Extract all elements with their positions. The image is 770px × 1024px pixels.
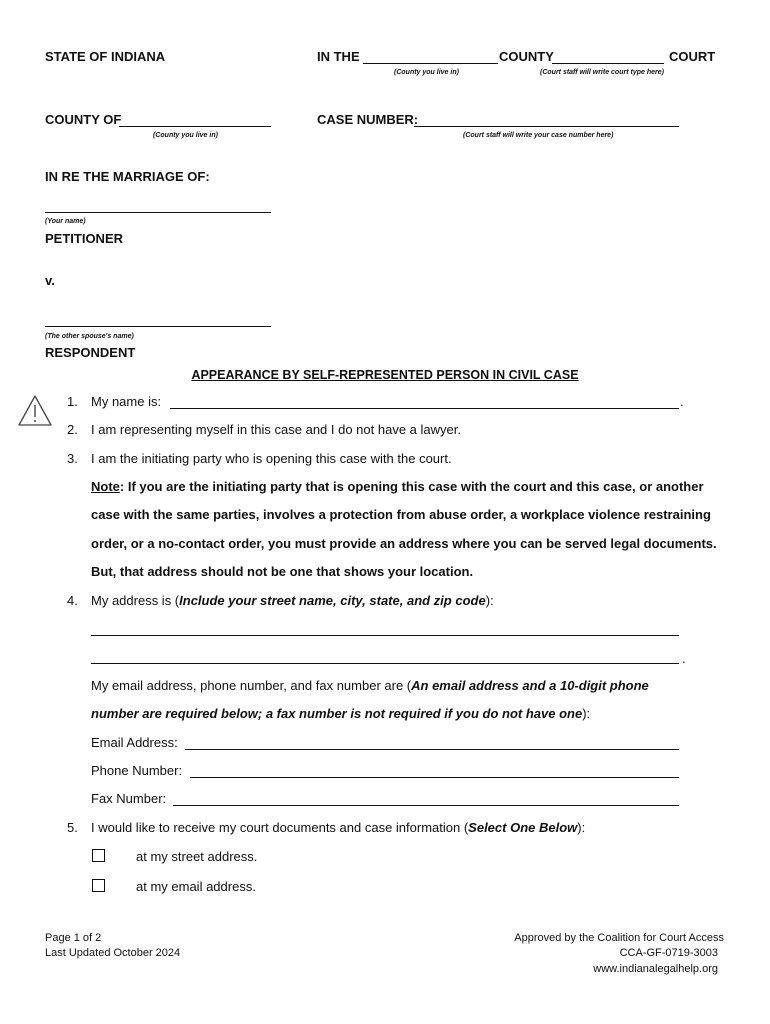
last-updated: Last Updated October 2024 [45, 947, 181, 959]
contact-line-1 [91, 678, 649, 694]
item5-prefix: I would like to receive my court documents and case information ( [91, 820, 469, 835]
note-line-4: But, that address should not be one that shows your location. [91, 564, 474, 579]
approved-by: Approved by the Coalition for Court Access [514, 932, 724, 944]
my-name-field[interactable] [170, 408, 679, 409]
item1-number: 1. [67, 394, 78, 409]
item2-text: I am representing myself in this case and I do not have a lawyer. [91, 422, 461, 437]
item4-emphasis: Include your street name, city, state, and zip code [179, 593, 486, 608]
item5-emphasis: Select One Below [468, 820, 578, 835]
court-label: COURT [669, 49, 716, 64]
email-field[interactable] [185, 749, 679, 750]
email-label: Email Address: [91, 735, 178, 750]
phone-field[interactable] [190, 777, 679, 778]
address-line-2-field[interactable] [91, 663, 679, 664]
county-label: COUNTY [499, 49, 554, 64]
note-line-3: order, or a no-contact order, you must provide an address where you can be served legal documents. [91, 536, 717, 551]
case-number-hint: (Court staff will write your case number here) [463, 132, 614, 139]
item4-number: 4. [67, 593, 78, 608]
item1-end: . [680, 394, 684, 409]
contact-line-2 [91, 706, 590, 722]
contact-emphasis-2: number are required below; a fax number is not required if you do not have one [91, 706, 583, 721]
website-link[interactable]: www.indianalegalhelp.org [593, 963, 718, 975]
form-title-wrap [0, 366, 770, 384]
in-the-label: IN THE [317, 49, 360, 64]
petitioner-label: PETITIONER [45, 231, 124, 246]
item2-number: 2. [67, 422, 78, 437]
county-of-field[interactable] [119, 126, 271, 127]
note-line-2: case with the same parties, involves a protection from abuse order, a workplace violence restraining [91, 507, 711, 522]
state-label: STATE OF INDIANA [45, 49, 166, 64]
note-text-1: : If you are the initiating party that is opening this case with the court and this case, or another [119, 479, 704, 494]
in-re-label: IN RE THE MARRIAGE OF: [45, 169, 210, 184]
street-address-checkbox-icon[interactable] [92, 849, 105, 862]
item5-number: 5. [67, 820, 78, 835]
versus-label: v. [45, 273, 55, 288]
item3-text: I am the initiating party who is opening this case with the court. [91, 451, 452, 466]
case-number-field[interactable] [414, 126, 679, 127]
contact-emphasis-1: An email address and a 10-digit phone [411, 678, 649, 693]
option-street-label: at my street address. [136, 849, 258, 864]
address-end: . [682, 651, 686, 666]
county-of-hint: (County you live in) [153, 132, 218, 139]
respondent-hint: (The other spouse's name) [45, 333, 134, 340]
item1-label: My name is: [91, 394, 162, 409]
fax-label: Fax Number: [91, 791, 167, 806]
contact-suffix: ): [582, 706, 591, 721]
item5-suffix: ): [577, 820, 586, 835]
warning-triangle-icon [16, 393, 54, 429]
respondent-name-field[interactable] [45, 326, 271, 327]
item4-suffix: ): [485, 593, 494, 608]
petitioner-name-field[interactable] [45, 212, 271, 213]
page-number: Page 1 of 2 [45, 932, 102, 944]
email-address-checkbox-icon[interactable] [92, 879, 105, 892]
note-line-1 [91, 479, 704, 495]
item4-prefix: My address is ( [91, 593, 180, 608]
petitioner-hint: (Your name) [45, 218, 86, 225]
fax-field[interactable] [173, 805, 679, 806]
case-number-label: CASE NUMBER: [317, 112, 419, 127]
item5-text [91, 820, 585, 836]
contact-prefix: My email address, phone number, and fax number are ( [91, 678, 412, 693]
court-county-field[interactable] [363, 63, 498, 64]
court-hint: (Court staff will write court type here) [540, 69, 664, 76]
address-line-1-field[interactable] [91, 635, 679, 636]
phone-label: Phone Number: [91, 763, 183, 778]
respondent-label: RESPONDENT [45, 345, 136, 360]
note-label: Note [91, 479, 120, 494]
form-title: APPEARANCE BY SELF-REPRESENTED PERSON IN CIVIL CASE [191, 368, 579, 382]
court-type-field[interactable] [552, 63, 664, 64]
form-code: CCA-GF-0719-3003 [619, 947, 718, 959]
county-of-label: COUNTY OF [45, 112, 122, 127]
option-email-label: at my email address. [136, 879, 256, 894]
item4-text [91, 593, 494, 609]
county-hint: (County you live in) [394, 69, 459, 76]
item3-number: 3. [67, 451, 78, 466]
